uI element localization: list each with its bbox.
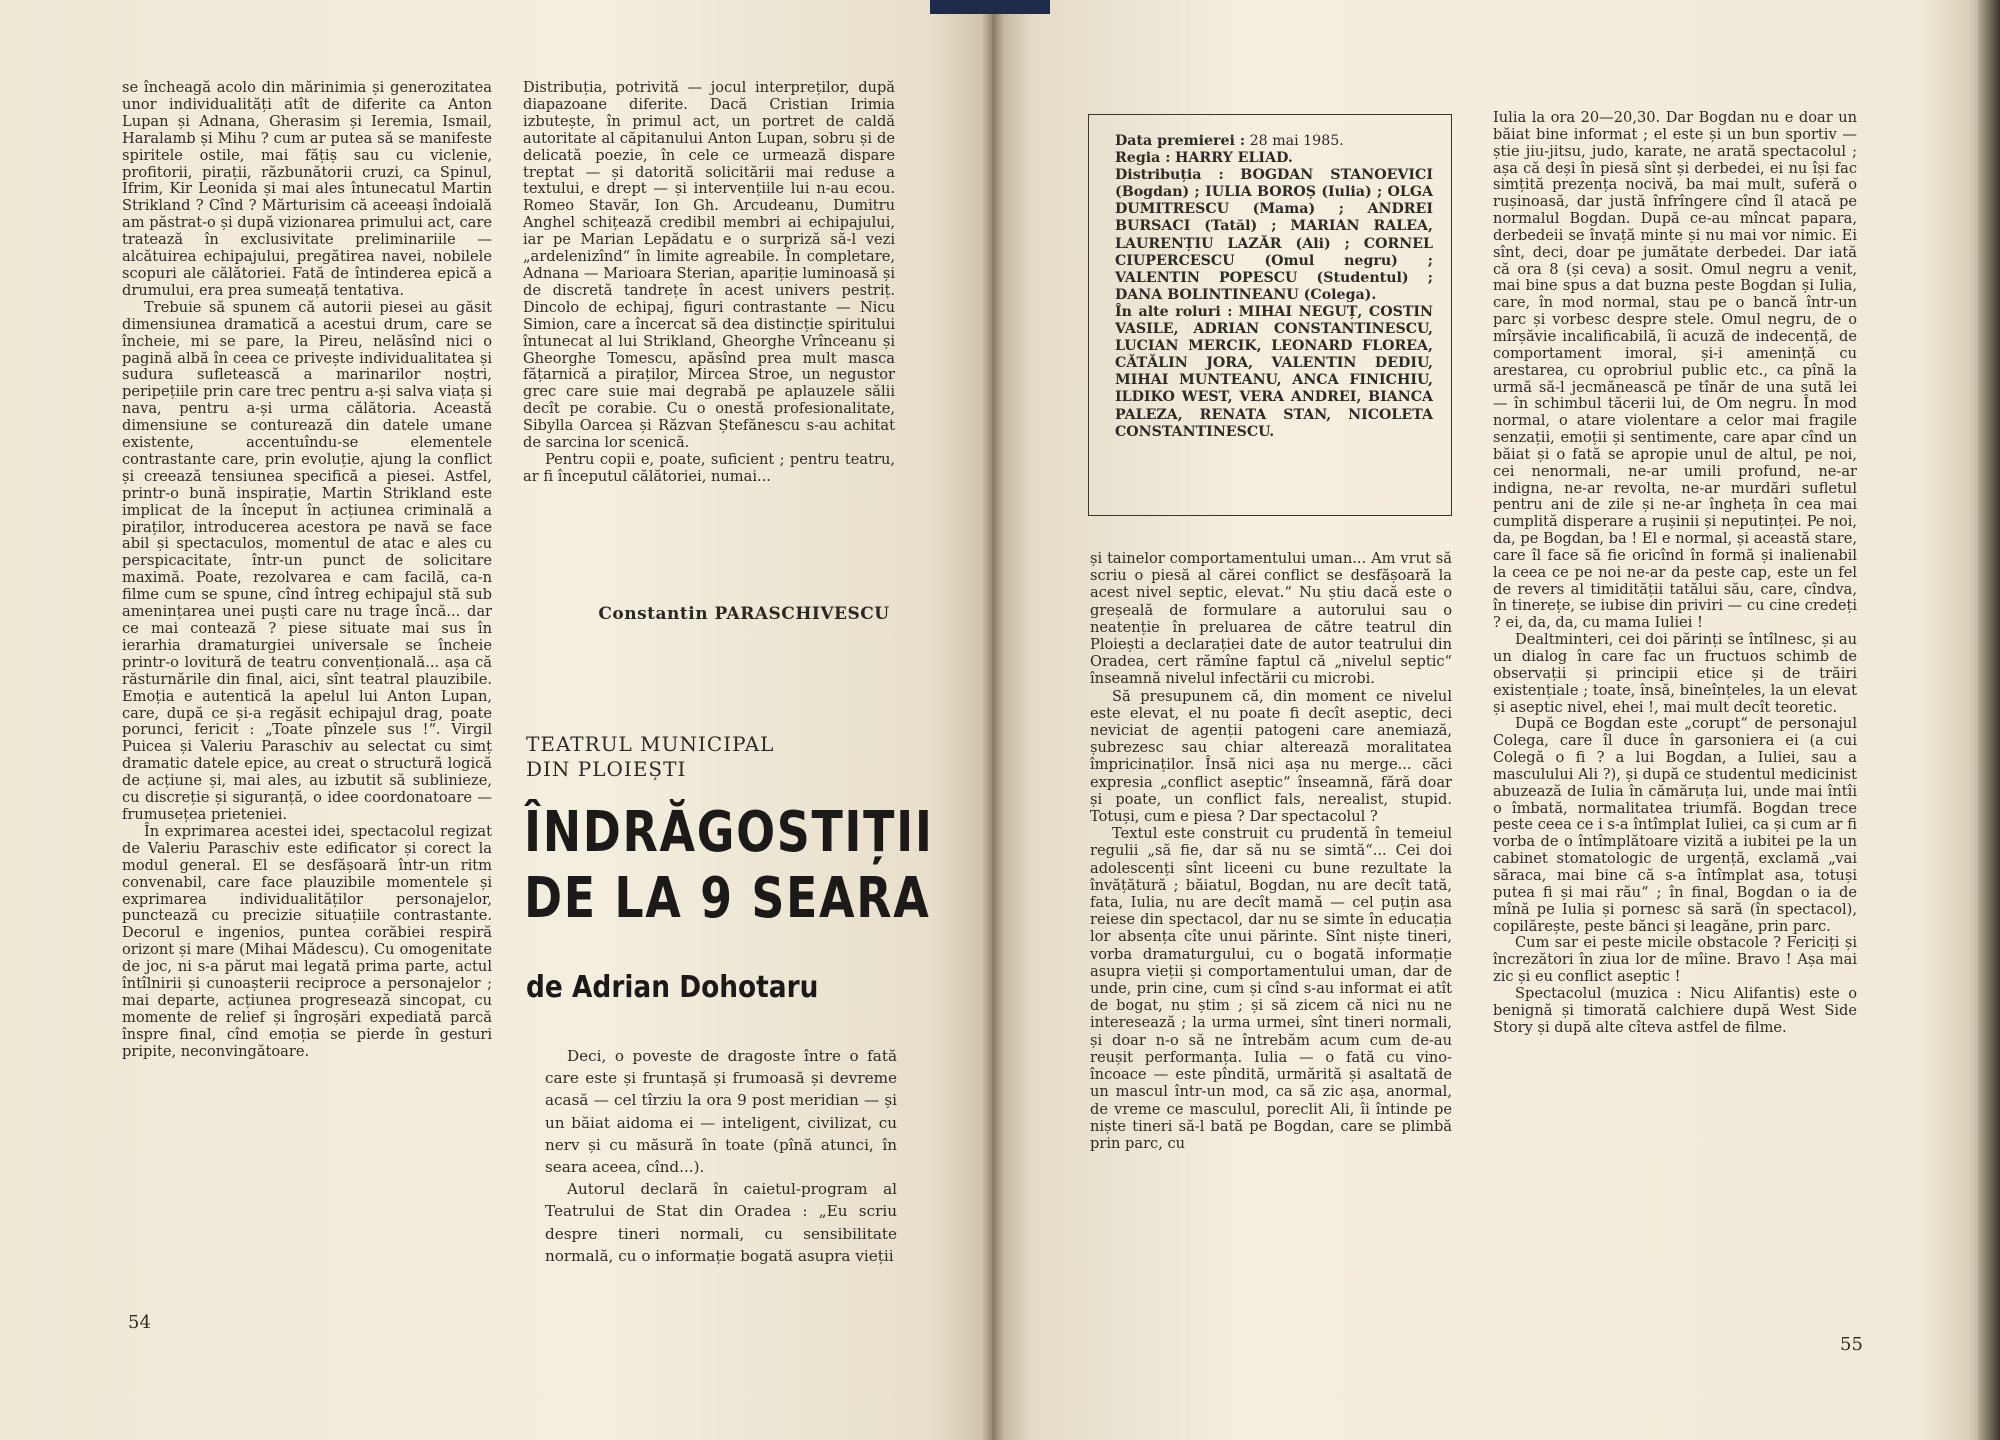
article-signature: Constantin PARASCHIVESCU — [598, 604, 890, 624]
paragraph: și tainelor comportamentului uman... Am vrut să scriu o piesă al cărei conflict se desfășoară la acest nivel septic, elevat.“ Nu știu dacă este o greșeală de formulare a autorului sau o neatenție în preluarea de către teatrul din Ploiești a declarației date de autor teatrului din Oradea, cert rămîne faptul că „nivelul septic“ înseamnă nivelul infectării cu microbi. — [1090, 550, 1452, 688]
cast-label: Distribuția : — [1115, 167, 1224, 184]
other-roles-value: MIHAI NEGUȚ, COSTIN VASILE, ADRIAN CONSTANTINESCU, LUCIAN MERCIK, LEONARD FLOREA, CĂTĂLIN JORA, VALENTIN DEDIU, MIHAI MUNTEANU, ANCA FINICHIU, ILDIKO WEST, VERA ANDREI, BIANCA PALEZA, RENATA STAN, NICOLETA CONSTANTINESCU. — [1115, 303, 1433, 440]
left-column-2 — [523, 80, 895, 486]
paragraph: În exprimarea acestei idei, spectacolul regizat de Valeriu Paraschiv este edificator și corect la modul general. El se desfășoară într-un ritm convenabil, care face plauzibile momentele și exprimarea individualităților personajelor, punctează cu precizie situațiile contrastante. Decorul e ingenios, puntea corăbiei respiră orizont și mare (Mihai Mădescu). Cu omogenitate de joc, ni s-a părut mai legată prima parte, actul întîlnirii și cunoașterii reciproce a personajelor ; mai departe, acțiunea progresează sincopat, cu momente de relief și îngroșări expediată parcă înspre final, cînd emoția se pierde în gesturi pripite, neconvingătoare. — [122, 822, 492, 1060]
paragraph: se încheagă acolo din mărinimia și generozitatea unor individualități atît de diferite ca Anton Lupan și Adnana, Gherasim și Ieremia, Ismail, Haralamb și Mihu ? cum ar putea să se manifeste spiritele ostile, mai fățiș sau cu viclenie, profitorii, pirații, răzbunătorii cruzi, ca Spinul, Ifrim, Kir Leonida și mai ales întunecatul Martin Strikland ? Cînd ? Mărturisim că aceeași îndoială am păstrat-o și după vizionarea primului act, care tratează în exclusivitate preliminariile — alcătuirea echipajului, pregătirea navei, nobilele scopuri ale călătoriei. Fată de întinderea epică a drumului, era prea sumeață tentativa. — [122, 79, 492, 299]
article-title — [524, 800, 934, 932]
left-column-1 — [122, 80, 492, 1061]
paragraph: Deci, o poveste de dragoste între o fată care este și fruntașă și frumoasă și devreme acasă — cel tîrziu la ora 9 post meridian — și un băiat aidoma ei — inteligent, civilizat, cu nerv și cu măsură în toate (pînă atunci, în seara aceea, cînd...). — [545, 1047, 897, 1177]
credits-box — [1088, 114, 1452, 516]
paragraph: Pentru copii e, poate, suficient ; pentru teatru, ar fi începutul călătoriei, numai... — [523, 450, 895, 485]
binding-edge — [930, 0, 1050, 14]
book-gutter — [982, 0, 1004, 1440]
director-line — [1115, 150, 1433, 167]
title-line: DE LA 9 SEARA — [524, 866, 931, 931]
other-roles-line — [1115, 304, 1433, 441]
director-value: HARRY ELIAD. — [1175, 150, 1293, 167]
other-roles-label: În alte roluri : — [1115, 303, 1233, 320]
paragraph: Cum sar ei peste micile obstacole ? Fericiți și încrezători în ziua lor de mîine. Bravo ! Așa mai zic și eu conflict aseptic ! — [1493, 934, 1857, 986]
paragraph: Trebuie să spunem că autorii piesei au găsit dimensiunea dramatică a acestui drum, care se încheie, mi se pare, la Pireu, nelăsînd nici o pagină albă în ceea ce privește individualitatea și sudura sufletească a marinarilor noștri, peripețiile prin care trec pentru a-și salva viața și nava, pentru a-și urma călătoria. Această dimensiune se conturează din datele umane existente, accentuîndu-se elementele contrastante care, prin evoluție, ajung la conflict și creează tensiunea specifică a piesei. Astfel, printr-o bună inspirație, Martin Strikland este implicat de la început în acțiunea criminală a piraților, introducerea acestora pe navă se face abil și spectaculos, momentul de atac e ales cu perspicacitate, într-un punct de solicitare maximă. Poate, rezolvarea e cam facilă, ca-n filme cum se spune, cînd întreg echipajul stă sub amenințarea unei puști care nu trage încă... dar ce mai contează ? piese situate mai sus în ierarhia dramaturgiei universale se încheie printr-o lovitură de teatru convențională... așa că răsturnările din final, aici, sînt teatral plauzibile. Emoția e autentică la apelul lui Anton Lupan, care, după ce și-a regăsit echipajul drag, poate porunci, fericit : „Toate pînzele sus !“. Virgil Puicea și Valeriu Paraschiv au selectat cu simț dramatic datele epice, au creat o structură logică de acțiune și, mai ales, au izbutit să sublinieze, cu discreție și siguranță, o idee coordonatoare — frumusețea prieteniei. — [122, 298, 492, 823]
paragraph: Autorul declară în caietul-program al Teatrului de Stat din Oradea : „Eu scriu despre tineri normali, cu sensibilitate normală, cu o informație bogată asupra vieții — [545, 1180, 897, 1265]
premiere-label: Data premierei : — [1115, 133, 1246, 149]
cast-value: BOGDAN STANOEVICI (Bogdan) ; IULIA BOROȘ (Iulia) ; OLGA DUMITRESCU (Mama) ; ANDREI BURSACI (Tatăl) ; MARIAN RALEA, LAURENȚIU LAZĂR (Ali) ; CORNEL CIUPERCESCU (Omul negru) ; VALENTIN POPESCU (Studentul) ; DANA BOLINTINEANU (Colega). — [1115, 167, 1433, 303]
paragraph: Iulia la ora 20—20,30. Dar Bogdan nu e doar un băiat bine informat ; el este și un bun sportiv — știe jiu-jitsu, judo, karate, ne arată spectacolul ; așa că deși în piesă sînt și derbedei, ei nu își fac simțită prezența nocivă, ba mai mult, suferă o rușinoasă, dar justă înfrîngere cînd îl atacă pe normalul Bogdan. După ce-au mîncat papara, derbedeii se învață minte și nu mai vor nimic. Ei sînt, deci, doar pe jumătate derbedei. Dar iată că ora 8 (și ceva) a sosit. Omul negru a venit, mai bine spus a dat buzna peste Bogdan și Iulia, care, în mod normal, stau pe o bancă într-un parc și vorbesc despre stele. Omul negru, de o mîrșăvie incalificabilă, îi acuză de indecență, de comportament imoral, și-i amenință cu arestarea, cu oprobriul public etc., ca pînă la urmă să-l jecmănească pe tînăr de una sută lei — în schimbul tăcerii lui, de Om negru. În mod normal, o atare violentare a celor mai fragile senzații, emoții și sentimente, care apar cînd un băiat și o fată se apropie unul de altul, pe noi, cei nenormali, ne-ar umili profund, ne-ar indigna, ne-ar revolta, ne-ar murdări sufletul pentru ani de zile și ne-ar îngheța în cea mai cumplită disperare a rușinii și neputinței. Pe noi, da, pe Bogdan, ba ! El e normal, și această stare, care îl face să fie oricînd în formă și inalienabil la ceea ce pe noi ne-ar da peste cap, este un fel de revers al timidității tatălui său, care, cîndva, în tinerețe, se iubise din priviri — cu cine credeți ? ei, da, da, cu mama Iuliei ! — [1493, 109, 1857, 632]
left-column-3 — [545, 1045, 897, 1267]
article-author: de Adrian Dohotaru — [526, 970, 819, 1005]
paragraph: După ce Bogdan este „corupt“ de personajul Colega, care îl duce în garsoniera ei (a cui Colegă o fi ? a lui Bogdan, a Iuliei, sau a masculului Ali ?), și după ce studentul medicinist abuzează de Iulia în cămăruța lui, unde mai întîi o îmbată, normalitatea triumfă. Bogdan trece peste ceea ce i s-a întîmplat Iuliei, ca și cum ar fi vorba de o întîmplătoare vizită a iubitei pe la un cabinet stomatologic de urgență, exclamă „vai săraca, mai bine că s-a întîmplat asa, totuși putea fi și mai rău“ ; în final, Bogdan o ia de mînă pe Iulia și pornesc să sară (în spectacol), copilărește, peste bănci și leagăne, prin parc. — [1493, 715, 1857, 935]
page-edge — [1978, 0, 2000, 1440]
theatre-line: DIN PLOIEȘTI — [526, 757, 687, 781]
title-line: ÎNDRĂGOSTIȚII — [524, 800, 934, 865]
right-page — [992, 0, 2000, 1440]
page-number: 55 — [1840, 1334, 1863, 1355]
right-column-1 — [1090, 550, 1452, 1152]
paragraph: Textul este construit cu prudentă în temeiul regulii „să fie, dar să nu se simtă“... Cei doi adolescenți sînt liceeni cu bune rezultate la învățătură ; băiatul, Bogdan, nu are decît tată, fata, Iulia, nu are decît mamă — cel puțin asa reiese din spectacol, dar nu se simte în educația lor absența cîte unui părinte. Sînt niște tineri, vorba dramaturgului, cu o bogată informație asupra vieții și comportamentului uman, dar de unde, prin cine, cum și cînd s-au informat ei atît de bogat, nu știm ; și să zicem că nici nu ne interesează ; la urma urmei, sînt tineri normali, și doar n-o să ne întrebăm acum cum de-au reușit performanța. Iulia — o fată cu vino-încoace — este pîndită, urmărită și asaltată de un mascul într-un mod, ca să zic așa, anormal, de vreme ce masculul, poreclit Ali, îi întinde pe niște tineri să-l bată pe Bogdan, care se plimbă prin parc, cu — [1090, 825, 1452, 1152]
left-page — [0, 0, 992, 1440]
page-number: 54 — [128, 1312, 151, 1333]
premiere-value: 28 mai 1985. — [1249, 133, 1344, 149]
theatre-name — [526, 732, 774, 782]
paragraph: Spectacolul (muzica : Nicu Alifantis) este o benignă și timorată calchiere după West Side Story și după alte cîteva astfel de filme. — [1493, 984, 1857, 1036]
paragraph: Distribuția, potrivită — jocul interpreților, după diapazoane diferite. Dacă Cristian Irimia izbutește, în primul act, un portret de caldă autoritate al căpitanului Anton Lupan, sobru și de delicată poezie, în cele ce urmează dispare treptat — și datorită solicitării mai reduse a textului, e drept — și intervențiile lui n-au ecou. Romeo Stavăr, Ion Gh. Arcudeanu, Dumitru Anghel schițează credibil membri ai echipajului, iar pe Marian Lepădatu e o surpriză să-l vezi „ardelenizînd“ în limite agreabile. În completare, Adnana — Marioara Sterian, apariție luminoasă și de discretă tandrețe în acest univers pestriț. Dincolo de echipaj, figuri contrastante — Nicu Simion, care a încercat să dea distincție spiritului întunecat al lui Strikland, Gheorghe Vrînceanu și Gheorghe Tomescu, apăsînd prea mult masca fățarnică a piraților, Mircea Stroe, un negustor grec care suie mai degrabă pe aplauzele sălii decît pe corabie. Cu o onestă profesionalitate, Sibylla Oarcea și Răzvan Ștefănescu s-au achitat de sarcina lor scenică. — [523, 79, 895, 452]
theatre-line: TEATRUL MUNICIPAL — [526, 732, 775, 756]
right-column-2 — [1493, 110, 1857, 1036]
premiere-line — [1115, 133, 1433, 150]
director-label: Regia : — [1115, 150, 1171, 167]
paragraph: Să presupunem că, din moment ce nivelul este elevat, el nu poate fi decît aseptic, deci neviciat de agenții patogeni care anemiază, șubrezesc sau chiar alterează moralitatea împricinaților. Însă nici așa nu merge... căci expresia „conflict aseptic“ înseamnă, fără doar și poate, un conflict fals, nerealist, stupid. Totuși, cum e piesa ? Dar spectacolul ? — [1090, 687, 1452, 826]
cast-line — [1115, 167, 1433, 304]
paragraph: Dealtminteri, cei doi părinți se întîlnesc, și au un dialog în care fac un fructuos schimb de observații și principii etice și de trăiri existențiale ; toate, însă, bineînțeles, la un elevat și aseptic nivel, ehei !, mai mult decît teoretic. — [1493, 631, 1857, 716]
